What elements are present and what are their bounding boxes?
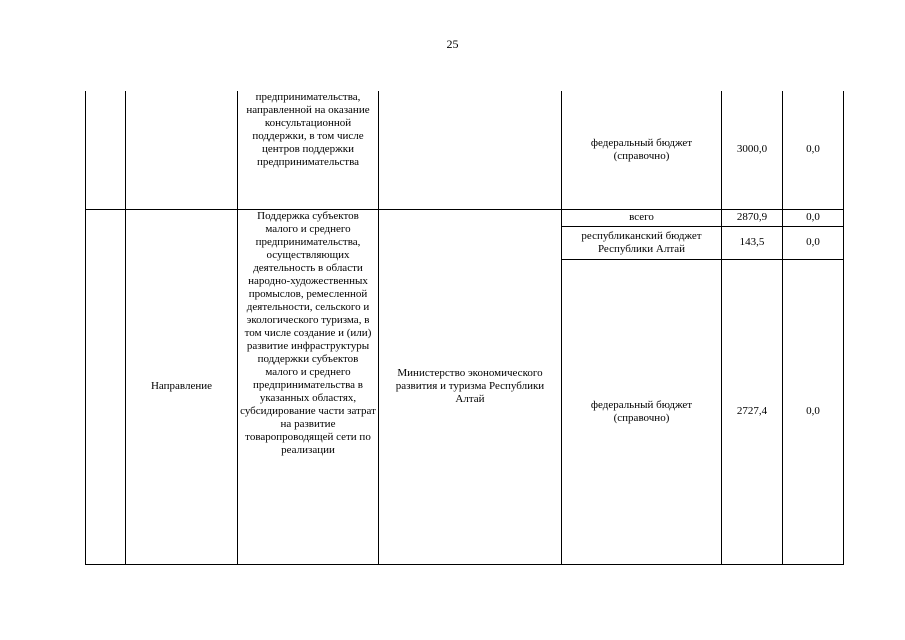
row-number-cell [86,209,126,564]
amount-cell: 143,5 [722,226,783,259]
funding-source-text: республиканский бюджет Республики Алтай [581,229,702,255]
funding-source-cell [562,259,722,564]
description-text: предпринимательства, направленной на оказание консультационной поддержки, в том числе центров поддержки предпринимательства [246,91,370,168]
funding-source-cell [562,91,722,209]
ministry-text: Министерство экономического развития и туризма Республики Алтай [395,367,545,405]
funding-source-text: федеральный бюджет (справочно) [590,398,693,424]
type-text: Направление [150,380,213,392]
value2-cell: 0,0 [783,209,844,226]
amount-cell: 2870,9 [722,209,783,226]
ministry-cell [379,209,562,564]
description-text: Поддержка субъектов малого и среднего предпринимательства, осуществляющих деятельность в области народно-художественных промыслов, ремесленной деятельности, сельского и экологического туризма, в том числе создание и (или) развитие инфраструктуры поддержки субъектов малого и среднего предпринимательства в указанных областях, субсидирование части затрат на развитие товаропроводящей сети по реализации [240,209,376,456]
row-number-cell [86,91,126,209]
budget-table [85,91,844,565]
value2-cell: 0,0 [783,226,844,259]
amount-cell: 3000,0 [722,91,783,209]
value2-cell: 0,0 [783,259,844,564]
funding-source-cell [562,226,722,259]
table-row [86,209,844,226]
table-row [86,91,844,209]
type-cell [126,209,238,564]
amount-cell: 2727,4 [722,259,783,564]
funding-source-cell: всего [562,209,722,226]
description-cell [238,91,379,209]
value2-cell: 0,0 [783,91,844,209]
type-cell [126,91,238,209]
description-cell [238,209,379,564]
funding-source-text: федеральный бюджет (справочно) [590,136,693,162]
ministry-cell [379,91,562,209]
page-number: 25 [446,37,459,51]
